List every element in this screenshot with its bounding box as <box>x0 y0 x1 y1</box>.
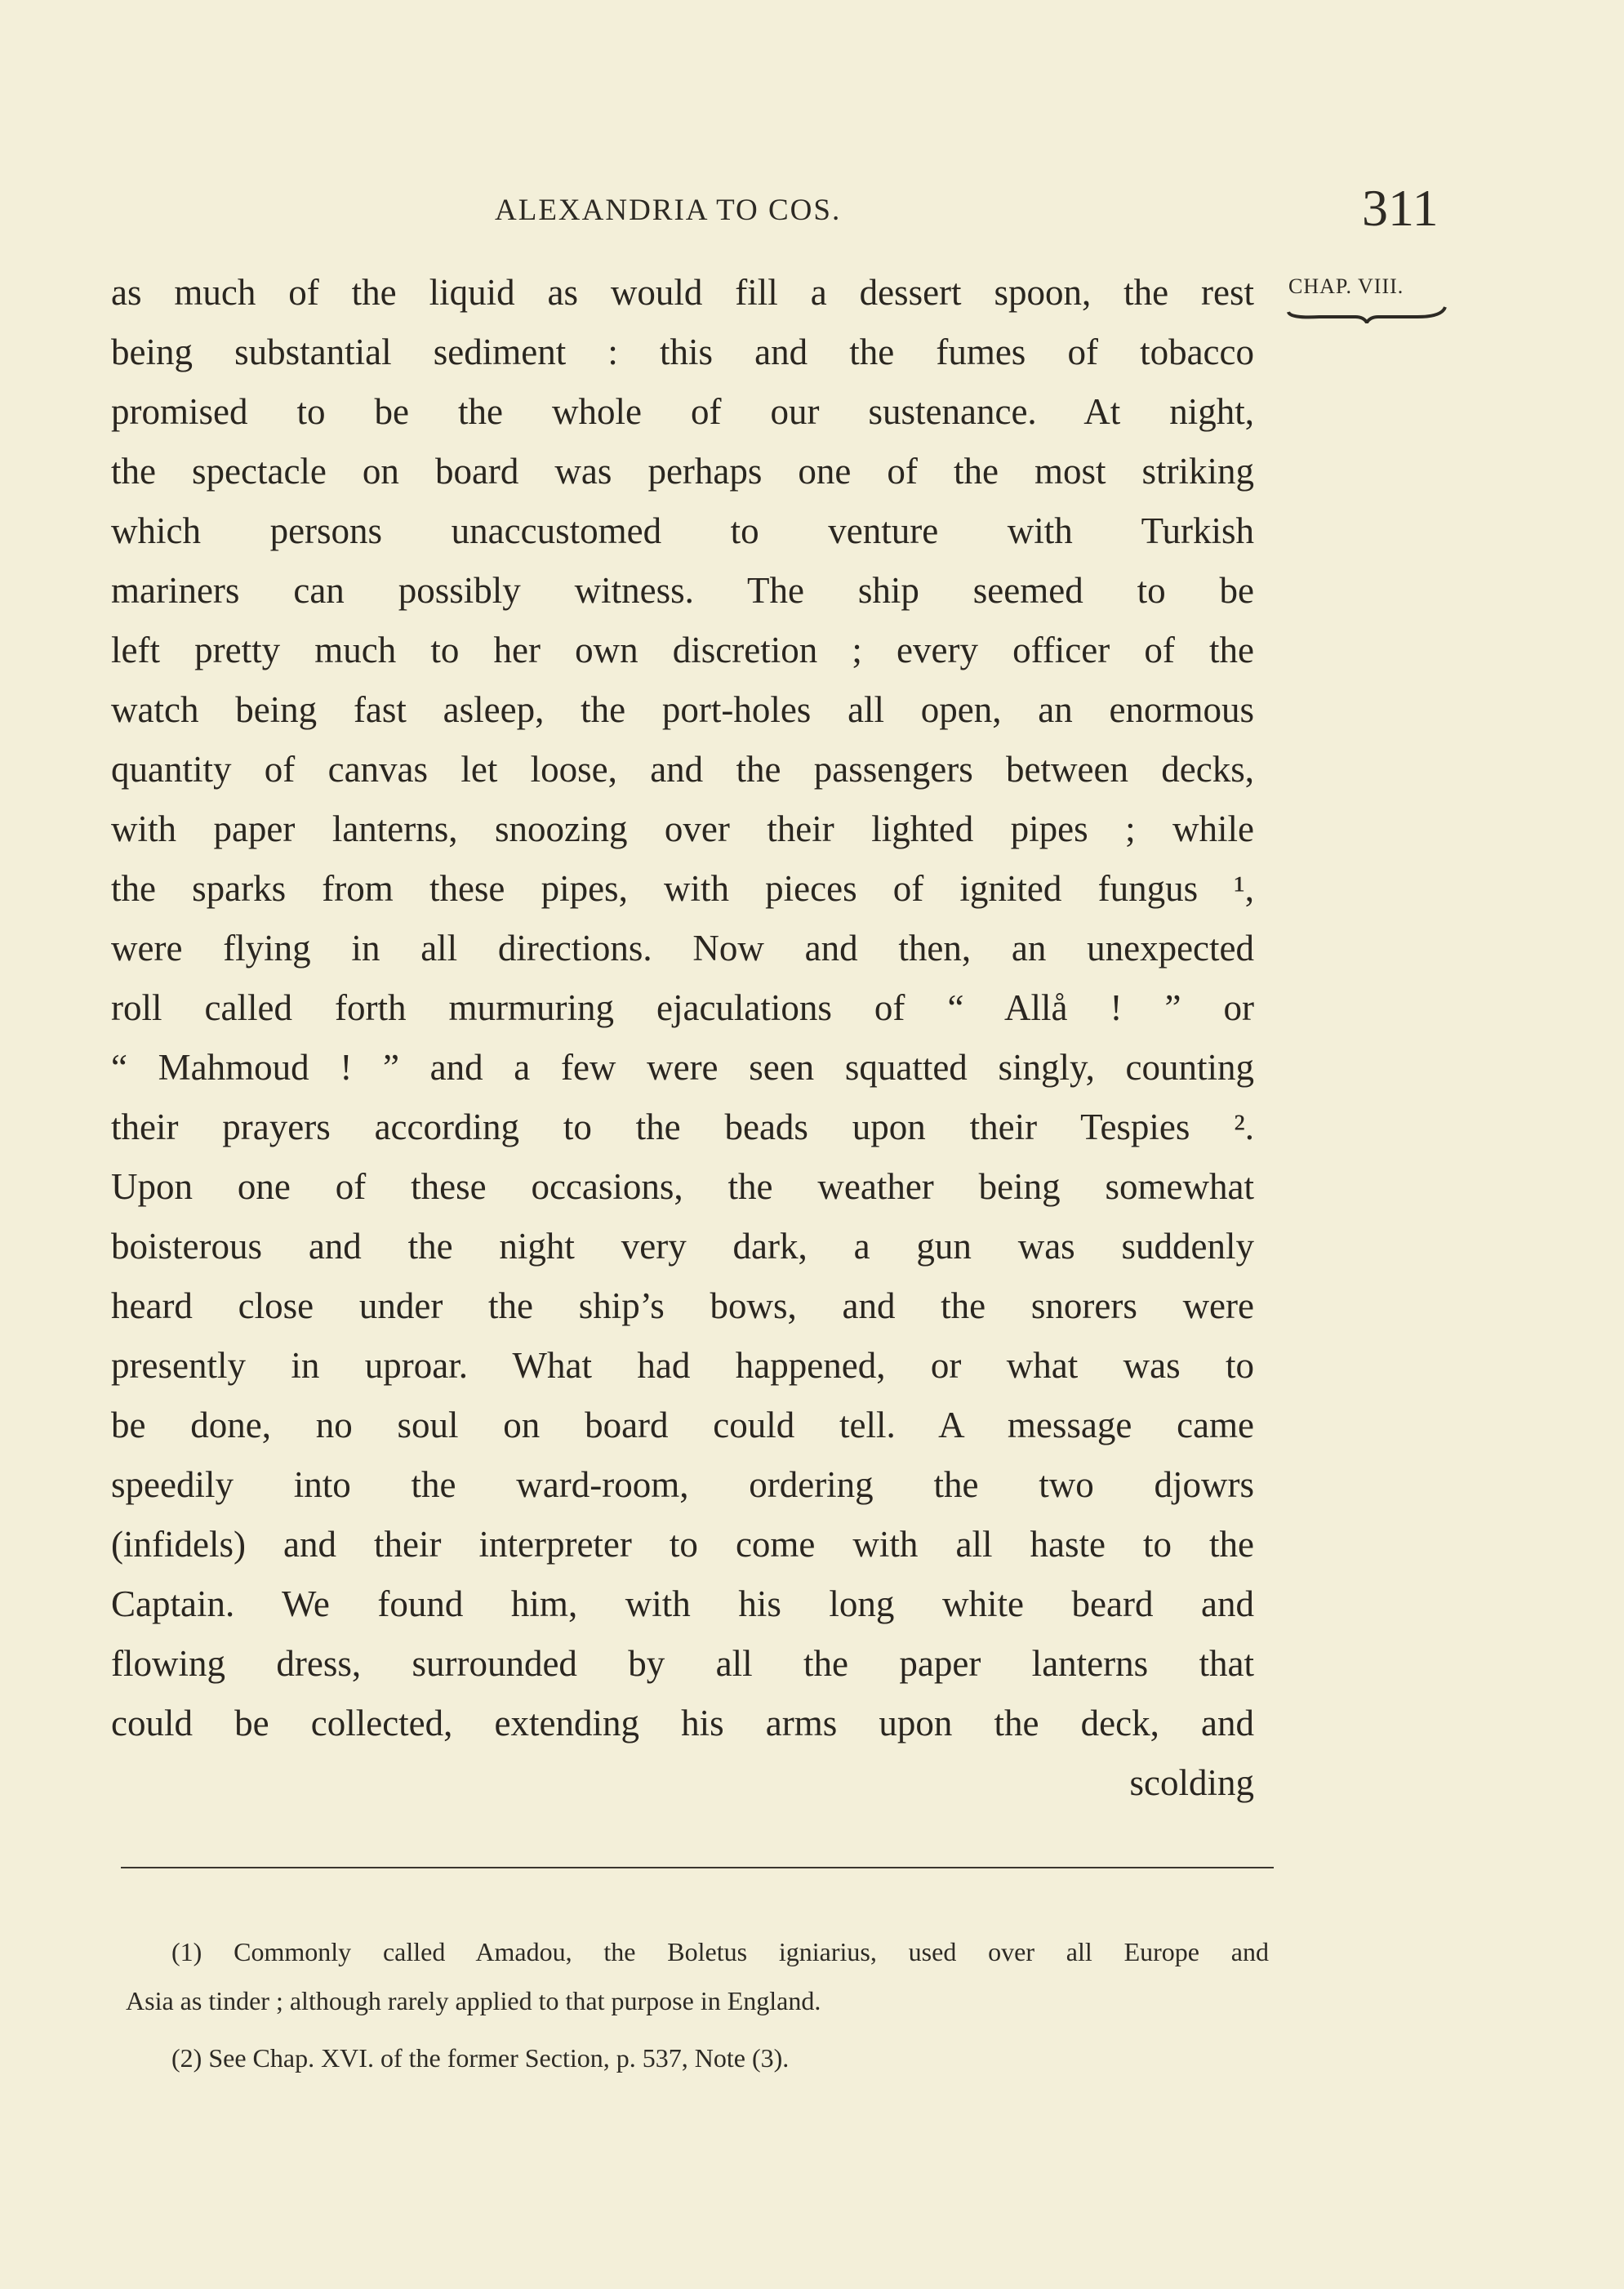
body-line: as much of the liquid as would fill a dessert spoon, the rest <box>111 272 1254 313</box>
body-line: Captain. We found him, with his long white beard and <box>111 1583 1254 1624</box>
body-line: “ Mahmoud ! ” and a few were seen squatted singly, counting <box>111 1047 1254 1088</box>
footnote-2: (2) See Chap. XVI. of the former Section, p. 537, Note (3). <box>171 2043 790 2073</box>
body-line: could be collected, extending his arms upon the deck, and <box>111 1703 1254 1743</box>
body-line: Upon one of these occasions, the weather being somewhat <box>111 1166 1254 1207</box>
body-line: which persons unaccustomed to venture with Turkish <box>111 510 1254 551</box>
footnote-spacer <box>126 2025 1269 2033</box>
body-line: watch being fast asleep, the port-holes all open, an enormous <box>111 689 1254 730</box>
catchword: scolding <box>1129 1762 1254 1803</box>
body-line: speedily into the ward-room, ordering the two djowrs <box>111 1464 1254 1505</box>
chapter-margin-note: CHAP. VIII. <box>1288 274 1404 298</box>
body-line: boisterous and the night very dark, a gun was suddenly <box>111 1226 1254 1267</box>
body-line: mariners can possibly witness. The ship seemed to be <box>111 570 1254 611</box>
body-text <box>111 263 1254 1813</box>
footnote-divider <box>121 1867 1274 1868</box>
body-line: the spectacle on board was perhaps one of the most striking <box>111 451 1254 492</box>
body-line: the sparks from these pipes, with pieces of ignited fungus ¹, <box>111 868 1254 909</box>
brace-ornament-icon <box>1287 305 1447 323</box>
body-line: quantity of canvas let loose, and the passengers between decks, <box>111 749 1254 790</box>
body-line: left pretty much to her own discretion ; every officer of the <box>111 630 1254 670</box>
body-line: flowing dress, surrounded by all the paper lanterns that <box>111 1643 1254 1684</box>
running-title: ALEXANDRIA TO COS. <box>495 194 842 227</box>
body-line: were flying in all directions. Now and then, an unexpected <box>111 928 1254 969</box>
footnotes <box>126 1927 1269 2082</box>
body-line: (infidels) and their interpreter to come with all haste to the <box>111 1524 1254 1565</box>
footnote-1-line-1: (1) Commonly called Amadou, the Boletus igniarius, used over all Europe and <box>171 1937 1269 1966</box>
body-line: promised to be the whole of our sustenance. At night, <box>111 391 1254 432</box>
body-line: roll called forth murmuring ejaculations of “ Allå ! ” or <box>111 987 1254 1028</box>
footnote-1-line-2: Asia as tinder ; although rarely applied to that purpose in England. <box>126 1986 821 2015</box>
body-line: heard close under the ship’s bows, and the snorers were <box>111 1285 1254 1326</box>
body-line: being substantial sediment : this and the fumes of tobacco <box>111 332 1254 372</box>
page-header <box>0 178 1624 235</box>
body-line: be done, no soul on board could tell. A message came <box>111 1405 1254 1445</box>
page-number: 311 <box>1362 179 1439 237</box>
body-line: their prayers according to the beads upon their Tespies ². <box>111 1107 1254 1147</box>
body-line: with paper lanterns, snoozing over their lighted pipes ; while <box>111 808 1254 849</box>
body-line: presently in uproar. What had happened, or what was to <box>111 1345 1254 1386</box>
